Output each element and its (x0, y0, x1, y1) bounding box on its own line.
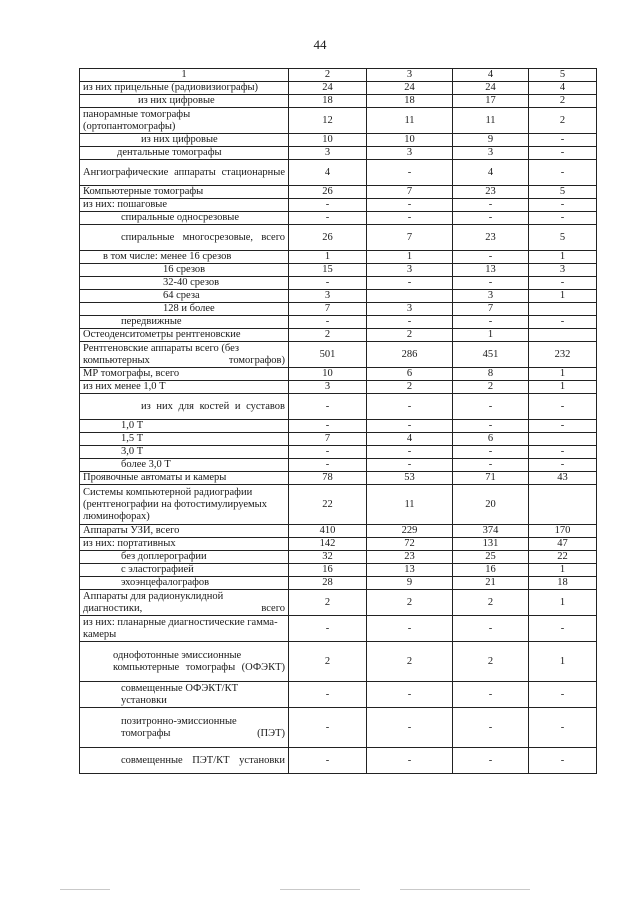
value-cell-col5 (529, 329, 597, 342)
value-cell-col4: 1 (453, 329, 529, 342)
value-cell-col4: 4 (453, 160, 529, 186)
table-row (80, 682, 597, 708)
table-row (80, 264, 597, 277)
table-row (80, 199, 597, 212)
row-label: 1,5 Т (80, 433, 289, 446)
value-cell-col2: 2 (289, 642, 367, 682)
table-row (80, 186, 597, 199)
value-cell-col5: 2 (529, 108, 597, 134)
value-cell-col2: 2 (289, 590, 367, 616)
value-cell-col4: 2 (453, 381, 529, 394)
value-cell-col4: - (453, 446, 529, 459)
table-row (80, 147, 597, 160)
table-row (80, 459, 597, 472)
value-cell-col2: - (289, 394, 367, 420)
value-cell-col4: 24 (453, 82, 529, 95)
value-cell-col5: 47 (529, 538, 597, 551)
row-label: спиральные многосрезовые, всего (80, 225, 289, 251)
row-label: панорамные томографы (ортопантомографы) (80, 108, 289, 134)
row-label: совмещенные ПЭТ/КТ установки (80, 748, 289, 774)
value-cell-col3: 2 (367, 329, 453, 342)
value-cell-col4: - (453, 251, 529, 264)
row-label: Аппараты УЗИ, всего (80, 525, 289, 538)
value-cell-col3: - (367, 199, 453, 212)
value-cell-col2: 4 (289, 160, 367, 186)
row-label: из них для костей и суставов (80, 394, 289, 420)
value-cell-col4: 2 (453, 590, 529, 616)
value-cell-col2: 24 (289, 82, 367, 95)
value-cell-col4: 16 (453, 564, 529, 577)
value-cell-col2: 12 (289, 108, 367, 134)
value-cell-col4: 3 (453, 147, 529, 160)
table-row (80, 538, 597, 551)
value-cell-col3: 10 (367, 134, 453, 147)
value-cell-col4: 23 (453, 225, 529, 251)
value-cell-col2: - (289, 616, 367, 642)
value-cell-col3: 11 (367, 485, 453, 525)
value-cell-col3: 72 (367, 538, 453, 551)
value-cell-col3: 7 (367, 225, 453, 251)
value-cell-col4: - (453, 316, 529, 329)
value-cell-col3: - (367, 316, 453, 329)
equipment-table (79, 68, 597, 774)
page-number: 44 (313, 37, 327, 52)
table-row (80, 160, 597, 186)
table-row (80, 433, 597, 446)
value-cell-col5: 18 (529, 577, 597, 590)
value-cell-col3: - (367, 459, 453, 472)
value-cell-col2: 78 (289, 472, 367, 485)
value-cell-col5: - (529, 147, 597, 160)
row-label: без доплерографии (80, 551, 289, 564)
value-cell-col5: 22 (529, 551, 597, 564)
table-row (80, 212, 597, 225)
row-label: из них: пошаговые (80, 199, 289, 212)
value-cell-col2: 142 (289, 538, 367, 551)
value-cell-col3: 2 (367, 381, 453, 394)
value-cell-col3: 1 (367, 251, 453, 264)
table-row (80, 108, 597, 134)
value-cell-col5: 1 (529, 290, 597, 303)
value-cell-col3 (367, 290, 453, 303)
value-cell-col3: 4 (367, 433, 453, 446)
value-cell-col5: 1 (529, 368, 597, 381)
table-row (80, 551, 597, 564)
value-cell-col3: 3 (367, 303, 453, 316)
value-cell-col2: 28 (289, 577, 367, 590)
value-cell-col4: - (453, 459, 529, 472)
value-cell-col3: 23 (367, 551, 453, 564)
value-cell-col4: 6 (453, 433, 529, 446)
row-label: позитронно-эмиссионные томографы (ПЭТ) (80, 708, 289, 748)
row-label: из них цифровые (80, 134, 289, 147)
value-cell-col4: 20 (453, 485, 529, 525)
value-cell-col4: 9 (453, 134, 529, 147)
value-cell-col4: - (453, 394, 529, 420)
value-cell-col2: 32 (289, 551, 367, 564)
value-cell-col3: 3 (367, 147, 453, 160)
row-label: Компьютерные томографы (80, 186, 289, 199)
value-cell-col4: 17 (453, 95, 529, 108)
value-cell-col4: 8 (453, 368, 529, 381)
value-cell-col2: 501 (289, 342, 367, 368)
value-cell-col2: 16 (289, 564, 367, 577)
value-cell-col5 (529, 303, 597, 316)
value-cell-col2: 26 (289, 225, 367, 251)
value-cell-col4: 71 (453, 472, 529, 485)
row-label: передвижные (80, 316, 289, 329)
table-row (80, 564, 597, 577)
value-cell-col3: - (367, 212, 453, 225)
value-cell-col2: - (289, 420, 367, 433)
table-row (80, 748, 597, 774)
table-row (80, 577, 597, 590)
table-row (80, 472, 597, 485)
value-cell-col2: 1 (289, 251, 367, 264)
table-row (80, 368, 597, 381)
row-label: совмещенные ОФЭКТ/КТ установки (80, 682, 289, 708)
value-cell-col5: 1 (529, 590, 597, 616)
row-label: из них цифровые (80, 95, 289, 108)
value-cell-col2: 10 (289, 368, 367, 381)
value-cell-col4: 11 (453, 108, 529, 134)
row-label: 3,0 Т (80, 446, 289, 459)
value-cell-col5: - (529, 446, 597, 459)
table-row (80, 303, 597, 316)
value-cell-col2: - (289, 446, 367, 459)
table-row (80, 290, 597, 303)
table-row (80, 708, 597, 748)
table-row (80, 446, 597, 459)
value-cell-col5: - (529, 160, 597, 186)
value-cell-col5: - (529, 212, 597, 225)
value-cell-col5: 43 (529, 472, 597, 485)
value-cell-col5: - (529, 316, 597, 329)
table-row (80, 82, 597, 95)
value-cell-col4: - (453, 616, 529, 642)
table-row (80, 329, 597, 342)
value-cell-col2: 18 (289, 95, 367, 108)
value-cell-col5: 1 (529, 642, 597, 682)
value-cell-col3: 18 (367, 95, 453, 108)
value-cell-col5: - (529, 134, 597, 147)
row-label: 16 срезов (80, 264, 289, 277)
value-cell-col2: 15 (289, 264, 367, 277)
value-cell-col5: - (529, 420, 597, 433)
equipment-table-body (80, 69, 597, 774)
value-cell-col3: 3 (367, 264, 453, 277)
row-label: с эластографией (80, 564, 289, 577)
value-cell-col2: - (289, 277, 367, 290)
value-cell-col4: - (453, 212, 529, 225)
value-cell-col2: - (289, 459, 367, 472)
value-cell-col5: 3 (529, 264, 597, 277)
table-row (80, 225, 597, 251)
value-cell-col4: 374 (453, 525, 529, 538)
value-cell-col3: - (367, 616, 453, 642)
row-label: из них: планарные диагностические гамма-камеры (80, 616, 289, 642)
table-row (80, 251, 597, 264)
table-row (80, 420, 597, 433)
value-cell-col5: 4 (529, 82, 597, 95)
value-cell-col5: - (529, 394, 597, 420)
value-cell-col5: 1 (529, 251, 597, 264)
value-cell-col5: 5 (529, 186, 597, 199)
value-cell-col5: - (529, 748, 597, 774)
header-cell-2: 2 (289, 69, 367, 82)
row-label: дентальные томографы (80, 147, 289, 160)
value-cell-col2: 3 (289, 381, 367, 394)
table-row (80, 277, 597, 290)
value-cell-col4: - (453, 682, 529, 708)
value-cell-col3: - (367, 748, 453, 774)
value-cell-col3: 11 (367, 108, 453, 134)
value-cell-col4: 23 (453, 186, 529, 199)
value-cell-col3: 2 (367, 642, 453, 682)
value-cell-col4: - (453, 748, 529, 774)
header-cell-3: 3 (367, 69, 453, 82)
table-row (80, 616, 597, 642)
value-cell-col5: 1 (529, 564, 597, 577)
value-cell-col2: 22 (289, 485, 367, 525)
value-cell-col3: - (367, 420, 453, 433)
row-label: 64 среза (80, 290, 289, 303)
value-cell-col4: 131 (453, 538, 529, 551)
value-cell-col2: 410 (289, 525, 367, 538)
value-cell-col2: 3 (289, 290, 367, 303)
row-label: однофотонные эмиссионные компьютерные томографы (ОФЭКТ) (80, 642, 289, 682)
table-row (80, 316, 597, 329)
value-cell-col5 (529, 485, 597, 525)
value-cell-col5: - (529, 616, 597, 642)
table-row (80, 394, 597, 420)
value-cell-col4: 7 (453, 303, 529, 316)
table-row (80, 134, 597, 147)
row-label: из них прицельные (радиовизиографы) (80, 82, 289, 95)
header-row (80, 69, 597, 82)
table-row (80, 342, 597, 368)
row-label: 32-40 срезов (80, 277, 289, 290)
row-label: МР томографы, всего (80, 368, 289, 381)
value-cell-col3: - (367, 394, 453, 420)
value-cell-col2: - (289, 708, 367, 748)
value-cell-col5: - (529, 277, 597, 290)
row-label: спиральные односрезовые (80, 212, 289, 225)
row-label: 1,0 Т (80, 420, 289, 433)
value-cell-col2: 26 (289, 186, 367, 199)
row-label: более 3,0 Т (80, 459, 289, 472)
value-cell-col5: 5 (529, 225, 597, 251)
table-row (80, 381, 597, 394)
value-cell-col5: - (529, 459, 597, 472)
value-cell-col4: 2 (453, 642, 529, 682)
row-label: Аппараты для радионуклидной диагностики, всего (80, 590, 289, 616)
scan-artifact (60, 889, 110, 890)
row-label: эхоэнцефалографов (80, 577, 289, 590)
header-cell-1: 1 (80, 69, 289, 82)
value-cell-col2: 10 (289, 134, 367, 147)
value-cell-col3: 13 (367, 564, 453, 577)
value-cell-col4: 21 (453, 577, 529, 590)
row-label: из них: портативных (80, 538, 289, 551)
value-cell-col4: - (453, 277, 529, 290)
row-label: Ангиографические аппараты стационарные (80, 160, 289, 186)
value-cell-col3: 2 (367, 590, 453, 616)
row-label: 128 и более (80, 303, 289, 316)
row-label: из них менее 1,0 Т (80, 381, 289, 394)
value-cell-col5: - (529, 199, 597, 212)
value-cell-col3: 24 (367, 82, 453, 95)
row-label: Системы компьютерной радиографии (рентгенографии на фотостимулируемых люминофорах) (80, 485, 289, 525)
value-cell-col2: - (289, 748, 367, 774)
value-cell-col2: - (289, 199, 367, 212)
value-cell-col3: - (367, 708, 453, 748)
value-cell-col3: 286 (367, 342, 453, 368)
value-cell-col4: - (453, 199, 529, 212)
scan-artifact (280, 889, 360, 890)
value-cell-col3: - (367, 682, 453, 708)
value-cell-col5: - (529, 682, 597, 708)
value-cell-col3: - (367, 446, 453, 459)
value-cell-col4: 13 (453, 264, 529, 277)
header-cell-5: 5 (529, 69, 597, 82)
value-cell-col3: 53 (367, 472, 453, 485)
value-cell-col3: - (367, 160, 453, 186)
value-cell-col2: 2 (289, 329, 367, 342)
value-cell-col4: 451 (453, 342, 529, 368)
value-cell-col5: 1 (529, 381, 597, 394)
row-label: Проявочные автоматы и камеры (80, 472, 289, 485)
value-cell-col4: 3 (453, 290, 529, 303)
value-cell-col2: - (289, 316, 367, 329)
row-label: Остеоденситометры рентгеновские (80, 329, 289, 342)
value-cell-col4: 25 (453, 551, 529, 564)
value-cell-col2: 3 (289, 147, 367, 160)
table-row (80, 642, 597, 682)
value-cell-col3: 229 (367, 525, 453, 538)
value-cell-col4: - (453, 420, 529, 433)
value-cell-col5: - (529, 708, 597, 748)
row-label: Рентгеновские аппараты всего (без компьютерных томографов) (80, 342, 289, 368)
value-cell-col5: 2 (529, 95, 597, 108)
value-cell-col2: - (289, 212, 367, 225)
value-cell-col3: 7 (367, 186, 453, 199)
header-cell-4: 4 (453, 69, 529, 82)
table-row (80, 525, 597, 538)
value-cell-col4: - (453, 708, 529, 748)
value-cell-col5: 170 (529, 525, 597, 538)
value-cell-col3: - (367, 277, 453, 290)
value-cell-col3: 6 (367, 368, 453, 381)
scan-artifact (400, 889, 530, 890)
value-cell-col5: 232 (529, 342, 597, 368)
table-row (80, 95, 597, 108)
value-cell-col2: 7 (289, 433, 367, 446)
table-row (80, 590, 597, 616)
table-row (80, 485, 597, 525)
value-cell-col3: 9 (367, 577, 453, 590)
value-cell-col2: - (289, 682, 367, 708)
value-cell-col5 (529, 433, 597, 446)
value-cell-col2: 7 (289, 303, 367, 316)
row-label: в том числе: менее 16 срезов (80, 251, 289, 264)
